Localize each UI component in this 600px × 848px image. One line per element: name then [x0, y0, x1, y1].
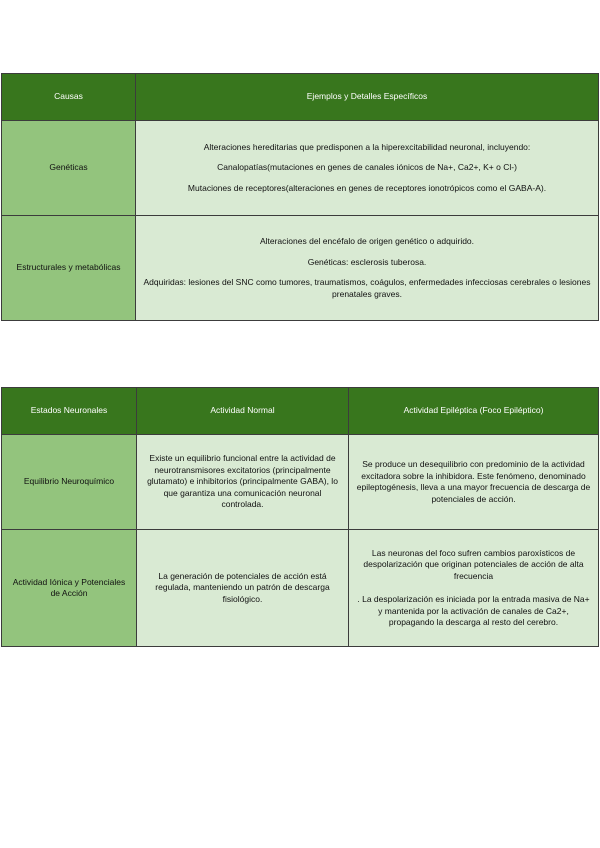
table-row: [2, 216, 599, 321]
cause-label: Estructurales y metabólicas: [2, 216, 136, 321]
detail-text: Canalopatías(mutaciones en genes de canales iónicos de Na+, Ca2+, K+ o Cl-): [217, 162, 517, 173]
state-label: Actividad Iónica y Potenciales de Acción: [2, 530, 137, 647]
cell-text: Existe un equilibrio funcional entre la actividad de neurotransmisores excitatorios (principalmente glutamato) e inhibitorios (principalmente GABA), lo que garantiza una comunicación neuronal controlada.: [147, 453, 338, 510]
detail-text: Alteraciones del encéfalo de origen genético o adquirido.: [259, 236, 475, 246]
cell-text: . La despolarización es iniciada por la entrada masiva de Na+ y mantenida por la activación de canales de Ca2+, propagando la descarga al resto del cerebro.: [357, 594, 590, 627]
cause-details: [136, 216, 599, 321]
neuronal-states-table: [1, 387, 599, 647]
header-normal: Actividad Normal: [137, 388, 349, 435]
cell-text: Se produce un desequilibrio con predominio de la actividad excitadora sobre la inhibidora. Este fenómeno, denominado epileptogénesis, lleva a una mayor frecuencia de descarga de potenciales de acción.: [356, 459, 591, 504]
table-row: [2, 435, 599, 530]
detail-text: Adquiridas: lesiones del SNC como tumores, traumatismos, coágulos, enfermedades infecciosas cerebrales o lesiones prenatales graves.: [143, 277, 591, 299]
header-ejemplos: Ejemplos y Detalles Específicos: [136, 74, 599, 121]
normal-activity-cell: [137, 435, 349, 530]
cause-details: [136, 121, 599, 216]
detail-text: Mutaciones de receptores(alteraciones en genes de receptores ionotrópicos como el GABA-A).: [187, 182, 547, 193]
normal-activity-cell: [137, 530, 349, 647]
detail-text: Alteraciones hereditarias que predisponen a la hiperexcitabilidad neuronal, incluyendo:: [203, 141, 531, 152]
epileptic-activity-cell: [349, 435, 599, 530]
detail-text: Genéticas: esclerosis tuberosa.: [307, 256, 427, 267]
causes-table: [1, 73, 599, 321]
cell-text: Las neuronas del foco sufren cambios paroxísticos de despolarización que originan potenciales de acción de alta frecuencia: [363, 547, 584, 581]
state-label: Equilibrio Neuroquímico: [2, 435, 137, 530]
header-epileptica: Actividad Epiléptica (Foco Epiléptico): [349, 388, 599, 435]
table-row: [2, 530, 599, 647]
table-row: [2, 121, 599, 216]
cause-label: Genéticas: [2, 121, 136, 216]
cell-text: La generación de potenciales de acción está regulada, manteniendo un patrón de descarga fisiológico.: [155, 570, 330, 604]
header-causas: Causas: [2, 74, 136, 121]
header-estados: Estados Neuronales: [2, 388, 137, 435]
epileptic-activity-cell: [349, 530, 599, 647]
